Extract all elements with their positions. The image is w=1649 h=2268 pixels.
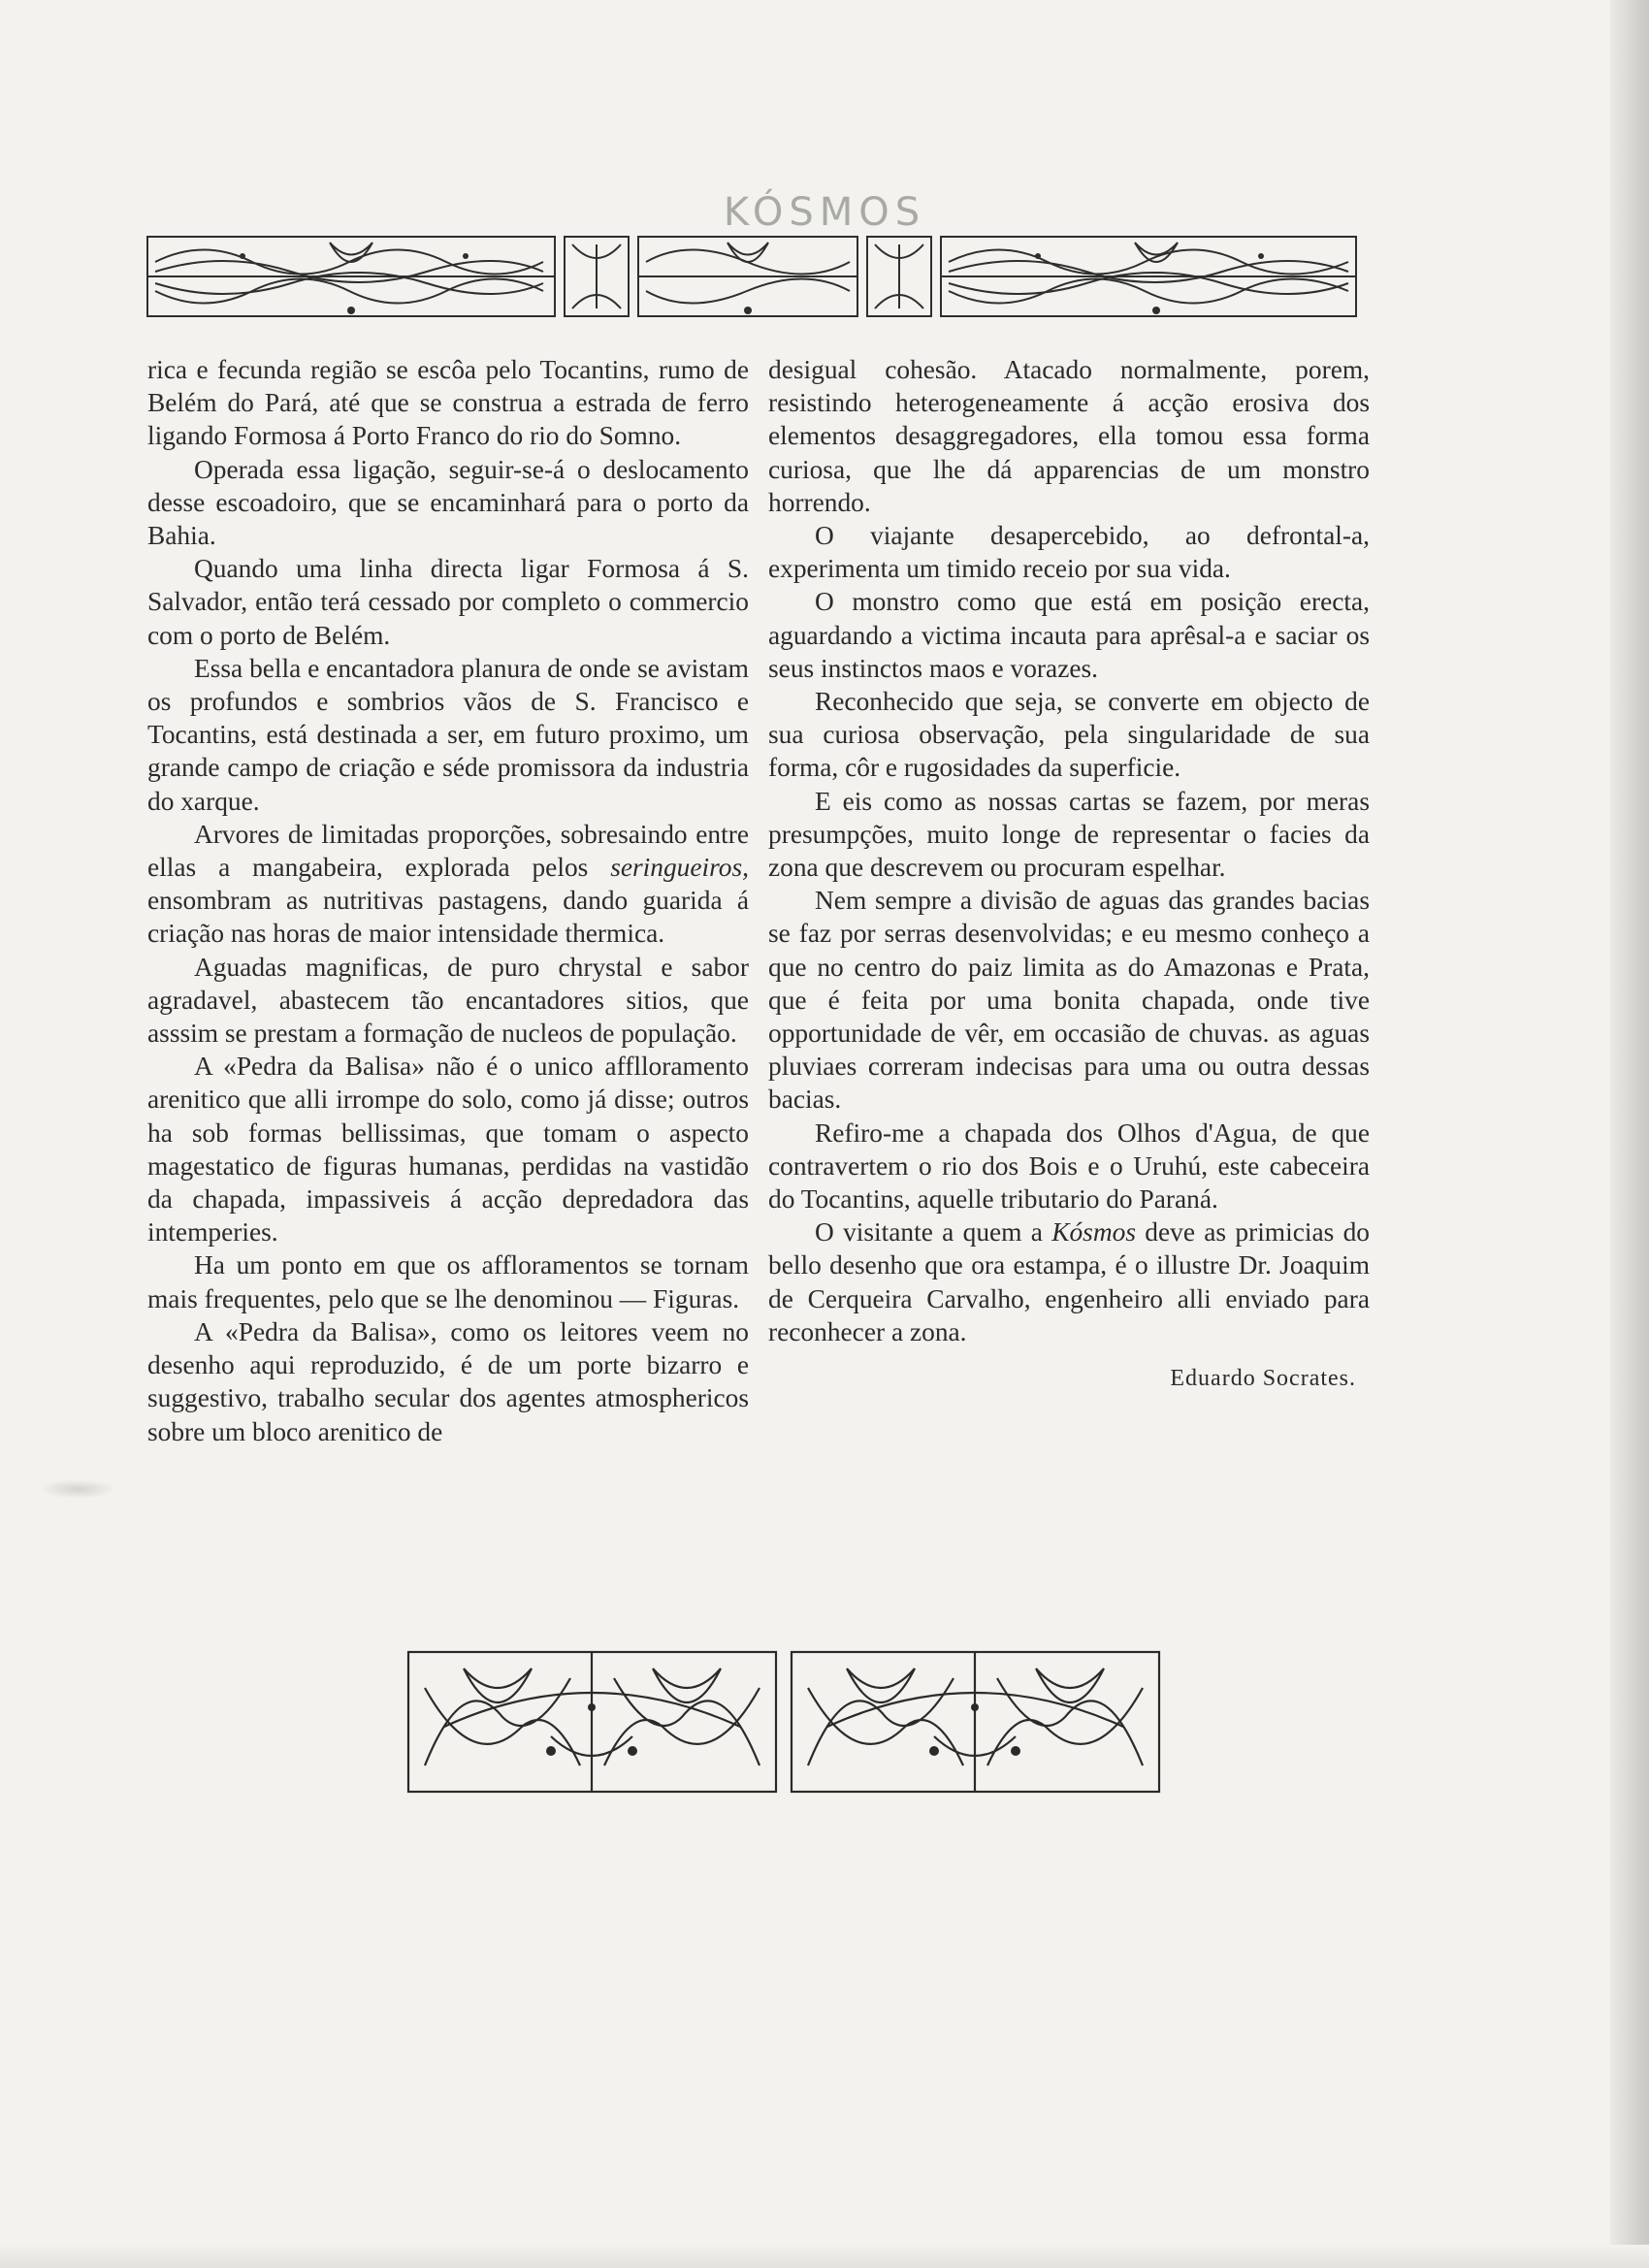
paragraph-text: ensombram as nutritivas pastagens, dando guarida á criação nas horas de maior intensidade thermica. (147, 886, 749, 949)
left-column (147, 353, 749, 1448)
page-edge-shadow (1610, 0, 1649, 2268)
footer-ornament-right (789, 1649, 1162, 1795)
paragraph: Quando uma linha directa ligar Formosa á S. Salvador, então terá cessado por completo o commercio com o porto de Belém. (147, 554, 749, 650)
paragraph (768, 1215, 1370, 1348)
paragraph: rica e fecunda região se escôa pelo Tocantins, rumo de Belém do Pará, até que se construa a estrada de ferro ligando Formosa á Porto Franco do rio do Somno. (147, 355, 749, 451)
emphasis-text: seringueiros, (610, 853, 749, 883)
header-ornamental-border (146, 233, 1358, 320)
emphasis-text: Kósmos (1051, 1217, 1136, 1247)
author-signature: Eduardo Socrates. (1170, 1366, 1356, 1391)
right-column (768, 353, 1370, 1348)
paragraph-text: deve as primicias do bello desenho que ora estampa, é o illustre Dr. Joaquim de Cerqueira Carvalho, engenheiro alli enviado para reconhecer a zona. (768, 1217, 1370, 1346)
lotus-ornament-icon (789, 1649, 1162, 1795)
paragraph-text: Arvores de limitadas proporções, sobresaindo entre ellas a mangabeira, explorada pelos (147, 819, 749, 883)
paragraph: Aguadas magnificas, de puro chrystal e sabor agradavel, abastecem tão encantadores sitios, que asssim se prestam a formação de nucleos de população. (147, 952, 749, 1049)
paragraph: Reconhecido que seja, se converte em objecto de sua curiosa observação, pela singularidade de sua forma, côr e rugosidades da superficie. (768, 687, 1370, 783)
paragraph-text: O visitante a quem a (815, 1217, 1052, 1247)
paragraph: Ha um ponto em que os affloramentos se tornam mais frequentes, pelo que se lhe denominou — Figuras. (147, 1250, 749, 1313)
ink-smudge (39, 1479, 116, 1499)
paragraph: A «Pedra da Balisa», como os leitores veem no desenho aqui reproduzido, é de um porte bizarro e suggestivo, trabalho secular dos agentes atmosphericos sobre um bloco arenitico de (147, 1316, 749, 1446)
paragraph: desigual cohesão. Atacado normalmente, porem, resistindo heterogeneamente á acção erosiva dos elementos desaggregadores, ella tomou essa forma curiosa, que lhe dá apparencias de um monstro horrendo. (768, 355, 1370, 517)
lotus-frieze-icon (146, 233, 1358, 320)
footer-ornaments (405, 1649, 1230, 1795)
paragraph: E eis como as nossas cartas se fazem, por meras presumpções, muito longe de representar o facies da zona que descrevem ou procuram espelhar. (768, 786, 1370, 883)
paragraph: O viajante desapercebido, ao defrontal-a, experimenta um timido receio por sua vida. (768, 521, 1370, 584)
paragraph (147, 818, 749, 951)
article-body (147, 353, 1370, 1469)
paragraph: O monstro como que está em posição erecta, aguardando a victima incauta para aprêsal-a e saciar os seus instinctos maos e vorazes. (768, 587, 1370, 683)
paragraph: Essa bella e encantadora planura de onde se avistam os profundos e sombrios vãos de S. Francisco e Tocantins, está destinada a ser, em futuro proximo, um grande campo de criação e séde promissora da industria do xarque. (147, 653, 749, 816)
lotus-ornament-icon (405, 1649, 779, 1795)
page-bottom-shadow (0, 2245, 1649, 2268)
masthead-title: KÓSMOS (723, 190, 926, 235)
paragraph: Nem sempre a divisão de aguas das grandes bacias se faz por serras desenvolvidas; e eu mesmo conheço a que no centro do paiz limita as do Amazonas e Prata, que é feita por uma bonita chapada, onde tive opportunidade de vêr, em occasião de chuvas. as aguas pluviaes correram indecisas para uma ou outra dessas bacias. (768, 886, 1370, 1115)
paragraph: Refiro-me a chapada dos Olhos d'Agua, de que contravertem o rio dos Bois e o Uruhú, este cabeceira do Tocantins, aquelle tributario do Paraná. (768, 1118, 1370, 1215)
footer-ornament-left (405, 1649, 779, 1795)
paragraph: A «Pedra da Balisa» não é o unico afflloramento arenitico que alli irrompe do solo, como já disse; outros ha sob formas bellissimas, que tomam o aspecto magestatico de figuras humanas, perdidas na vastidão da chapada, impassiveis á acção depredadora das intemperies. (147, 1052, 749, 1247)
paragraph: Operada essa ligação, seguir-se-á o deslocamento desse escoadoiro, que se encaminhará para o porto da Bahia. (147, 454, 749, 551)
